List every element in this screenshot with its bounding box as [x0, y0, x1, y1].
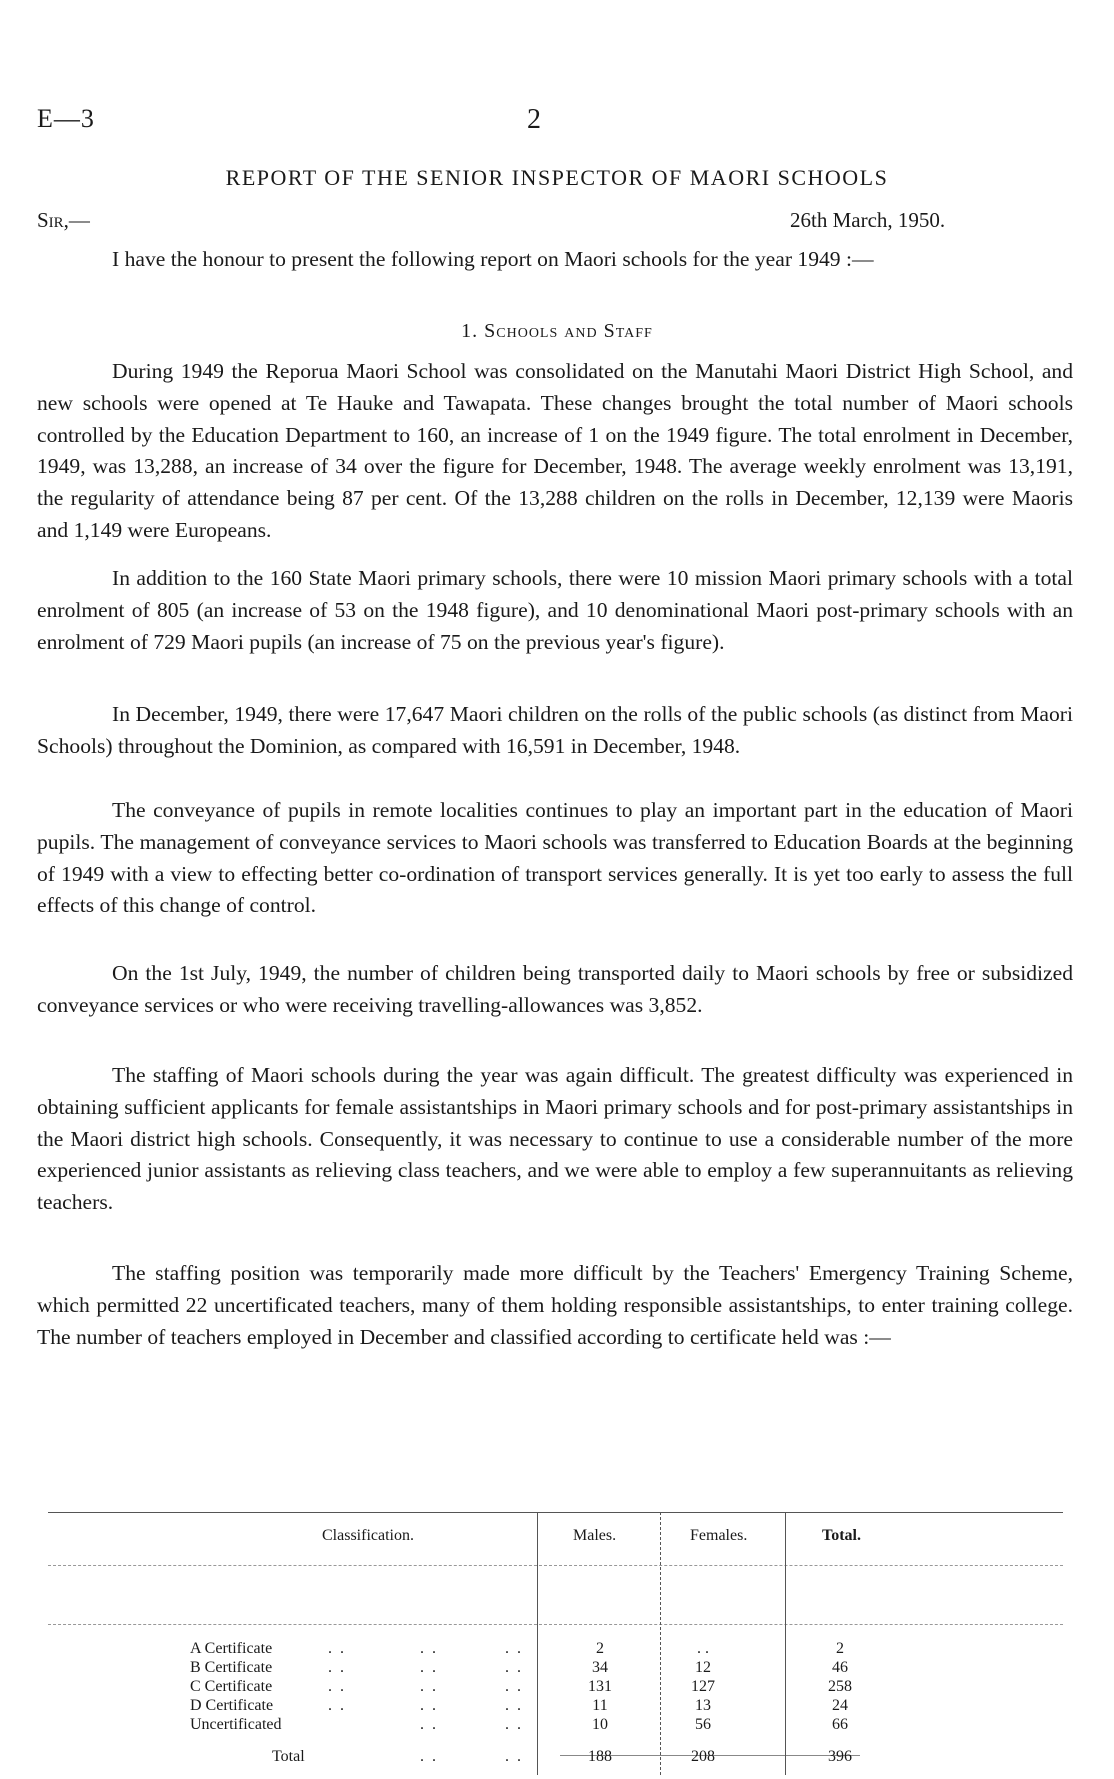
intro-paragraph: I have the honour to present the following report on Maori schools for the year 1949 :—	[112, 247, 874, 271]
page-number: 2	[527, 104, 541, 135]
leader-dots: . .	[505, 1697, 523, 1714]
cell-total: 258	[828, 1678, 852, 1695]
row-label: Uncertificated	[190, 1716, 282, 1733]
paragraph-transport-count: On the 1st July, 1949, the number of children being transported daily to Maori schools by free or subsidized conveyance services or who were receiving travelling-allowances was 3,852.	[37, 961, 1073, 1017]
leader-dots: . .	[420, 1678, 438, 1695]
leader-dots: . .	[505, 1748, 523, 1765]
column-header-females: Females.	[690, 1527, 748, 1544]
report-date: 26th March, 1950.	[790, 208, 946, 232]
leader-dots: . .	[328, 1640, 346, 1657]
table-column-divider	[537, 1512, 538, 1775]
cell-males: 2	[596, 1640, 604, 1657]
row-label: B Certificate	[190, 1659, 273, 1676]
cell-total: 46	[832, 1659, 848, 1676]
leader-dots: . .	[328, 1678, 346, 1695]
cell-males: 10	[592, 1716, 608, 1733]
total-label: Total	[272, 1748, 305, 1765]
cell-females: 13	[695, 1697, 711, 1714]
leader-dots: . .	[328, 1659, 346, 1676]
cell-females: . .	[697, 1640, 709, 1657]
table-header-bottom-rule	[48, 1624, 1063, 1625]
column-header-total: Total.	[822, 1527, 861, 1544]
cell-total: 24	[832, 1697, 848, 1714]
table-top-rule	[48, 1512, 1063, 1513]
paragraph-training-scheme: The staffing position was temporarily made more difficult by the Teachers' Emergency Training Scheme, which permitted 22 uncertificated teachers, many of them holding responsible assistantships, to enter training college. The number of teachers employed in December and classified according to certificate held was :—	[37, 1261, 1073, 1349]
cell-females: 127	[691, 1678, 715, 1695]
total-females: 208	[691, 1748, 715, 1765]
salutation: Sir,—	[37, 208, 90, 232]
total-all: 396	[828, 1748, 852, 1765]
paragraph-staffing: The staffing of Maori schools during the year was again difficult. The greatest difficulty was experienced in obtaining sufficient applicants for female assistantships in Maori primary schools and for post-primary assistantships in the Maori district high schools. Consequently, it was necessary to continue to use a considerable number of the more experienced junior assistants as relieving class teachers, and we were able to employ a few superannuitants as relieving teachers.	[37, 1063, 1073, 1215]
leader-dots: . .	[505, 1678, 523, 1695]
leader-dots: . .	[420, 1659, 438, 1676]
paragraph-mission-schools: In addition to the 160 State Maori primary schools, there were 10 mission Maori primary schools with a total enrolment of 805 (an increase of 53 on the 1948 figure), and 10 denominational Maori post-primary schools with an enrolment of 729 Maori pupils (an increase of 75 on the previous year's figure).	[37, 566, 1073, 654]
leader-dots: . .	[420, 1748, 438, 1765]
row-label: A Certificate	[190, 1640, 273, 1657]
leader-dots: . .	[420, 1640, 438, 1657]
column-header-males: Males.	[573, 1527, 617, 1544]
table-column-divider	[785, 1512, 786, 1775]
cell-males: 11	[592, 1697, 608, 1714]
report-title: REPORT OF THE SENIOR INSPECTOR OF MAORI SCHOOLS	[225, 165, 889, 190]
paragraph-conveyance: The conveyance of pupils in remote localities continues to play an important part in the education of Maori pupils. The management of conveyance services to Maori schools was transferred to Education Boards at the beginning of 1949 with a view to effecting better co-ordination of transport services generally. It is yet too early to assess the full effects of this change of control.	[37, 798, 1073, 918]
cell-total: 66	[832, 1716, 848, 1733]
cell-males: 34	[592, 1659, 608, 1676]
column-header-classification: Classification.	[322, 1527, 414, 1544]
total-males: 188	[588, 1748, 612, 1765]
paragraph-enrolment: During 1949 the Reporua Maori School was consolidated on the Manutahi Maori District High School, and new schools were opened at Te Hauke and Tawapata. These changes brought the total number of Maori schools controlled by the Education Department to 160, an increase of 1 on the 1949 figure. The total enrolment in December, 1949, was 13,288, an increase of 34 over the figure for December, 1948. The average weekly enrolment was 13,191, the regularity of attendance being 87 per cent. Of the 13,288 children on the rolls in December, 12,139 were Maoris and 1,149 were Europeans.	[37, 359, 1073, 542]
section-heading: 1. Schools and Staff	[461, 320, 653, 342]
cell-males: 131	[588, 1678, 612, 1695]
leader-dots: . .	[505, 1659, 523, 1676]
cell-females: 56	[695, 1716, 711, 1733]
table-header-rule	[48, 1565, 1063, 1566]
paragraph-public-schools: In December, 1949, there were 17,647 Maori children on the rolls of the public schools (as distinct from Maori Schools) throughout the Dominion, as compared with 16,591 in December, 1948.	[37, 702, 1073, 758]
page-code: E—3	[37, 104, 95, 133]
leader-dots: . .	[505, 1640, 523, 1657]
cell-females: 12	[695, 1659, 711, 1676]
leader-dots: . .	[420, 1716, 438, 1733]
row-label: C Certificate	[190, 1678, 273, 1695]
row-label: D Certificate	[190, 1697, 274, 1714]
cell-total: 2	[836, 1640, 844, 1657]
leader-dots: . .	[328, 1697, 346, 1714]
leader-dots: . .	[505, 1716, 523, 1733]
leader-dots: . .	[420, 1697, 438, 1714]
